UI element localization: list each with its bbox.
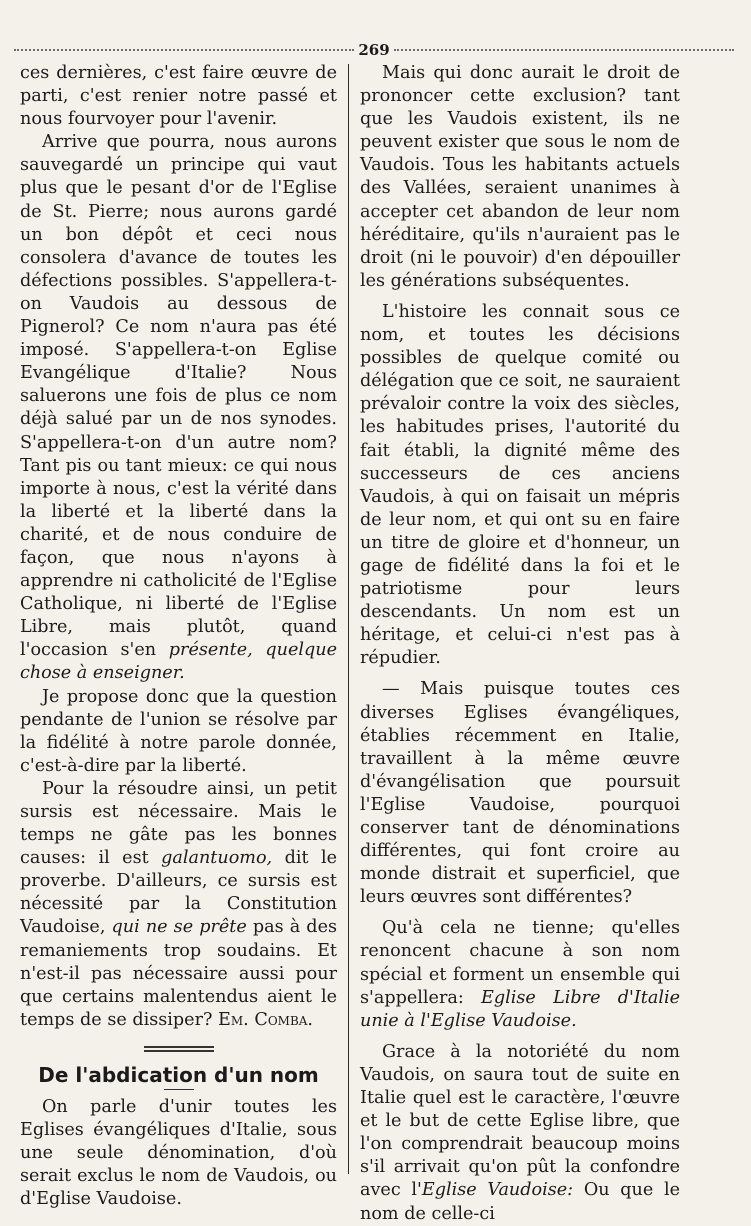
paragraph: ces dernières, c'est faire œuvre de parti, c'est renier notre passé et nous fourvoyer pour l'avenir. [20, 63, 337, 130]
paragraph: — Mais puisque toutes ces diverses Eglises évangéliques, établies récemment en Italie, travaillent à la même œuvre d'évangélisation que poursuit l'Eglise Vaudoise, pourquoi conserver tant de dénominations différentes, qui font croire au monde distrait et superficiel, que leurs œuvres sont différentes? [360, 679, 680, 908]
paragraph: L'histoire les connait sous ce nom, et toutes les décisions possibles de quelque comité ou délégation que ce soit, ne sauraient prévaloir contre la voix des siècles, les habitudes prises, l'autorité du fait établi, la dignité même des successeurs de ces anciens Vaudois, à qui on faisait un mépris de leur nom, et qui ont su en faire un titre de gloire et d'honneur, un gage de fidélité dans la foi et le patriotisme pour leurs descendants. Un nom est un héritage, et celui-ci n'est pas à répudier. [360, 301, 680, 669]
header-dotted-rule-right [394, 49, 734, 51]
paragraph: On parle d'unir toutes les Eglises évangéliques d'Italie, sous une seule dénomination, d'où serait exclus le nom de Vaudois, ou d'Eglise Vaudoise. [20, 1097, 337, 1210]
italic-text: présente, quelque chose à enseigner. [20, 640, 337, 684]
paragraph: Arrive que pourra, nous aurons sauvegardé un principe qui vaut plus que le pesant d'or de l'Eglise de St. Pierre; nous aurons gardé un bon dépôt et ceci nous consolera d'avance de toutes les défections possibles. S'appellera-t-on Vaudois au dessous de Pignerol? Ce nom n'aura pas été imposé. S'appellera-t-on Eglise Evangélique d'Italie? Nous saluerons une fois de plus ce nom déjà salué par un de nos synodes. S'appellera-t-on d'un autre nom? Tant pis ou tant mieux: ce qui nous importe à nous, c'est la vérité dans la liberté et la liberté dans la charité, et de nous conduire de façon, que nous n'ayons à apprendre ni catholicité de l'Eglise Catholique, ni liberté de l'Eglise Libre, mais plutôt, quand l'occasion s'en présente, quelque chose à enseigner. [20, 132, 337, 684]
italic-text: Eglise Vaudoise: [421, 1180, 574, 1201]
page-header [14, 40, 734, 60]
italic-text: Eglise Libre d'Italie unie à l'Eglise Vaudoise. [360, 987, 681, 1031]
paragraph: Qu'à cela ne tienne; qu'elles renoncent chacune à son nom spécial et forment un ensemble qui s'appellera: Eglise Libre d'Italie unie à l'Eglise Vaudoise. [360, 918, 681, 1031]
signature: Em. Comba. [218, 1009, 314, 1030]
paragraph: Je propose donc que la question pendante de l'union se résolve par la fidélité à notre parole donnée, c'est-à-dire par la liberté. [20, 686, 337, 776]
header-dotted-rule-left [14, 49, 354, 51]
article-title: De l'abdication d'un nom [38, 1062, 319, 1087]
section-separator [144, 1046, 214, 1052]
column-divider [348, 64, 349, 1174]
paragraph: Grace à la notoriété du nom Vaudois, on saura tout de suite en Italie quel est le caractère, l'œuvre et le but de cette Eglise libre, que l'on comprendrait beaucoup moins s'il arrivait qu'on pût la confondre avec l'Eglise Vaudoise: Ou que le nom de celle-ci [360, 1041, 681, 1224]
right-column [360, 62, 680, 1226]
title-underline [164, 1089, 194, 1090]
paragraph: Mais qui donc aurait le droit de prononcer cette exclusion? tant que les Vaudois existent, ils ne peuvent exister que sous le nom de Vaudois. Tous les habitants actuels des Vallées, seraient unanimes à accepter cet abandon de leur nom héréditaire, qu'ils n'auraient pas le droit (ni le pouvoir) d'en dépouiller les générations subséquentes. [360, 63, 680, 291]
italic-text: galantuomo, [161, 848, 273, 869]
left-column [20, 62, 337, 1212]
paragraph: Pour la résoudre ainsi, un petit sursis est nécessaire. Mais le temps ne gâte pas les bonnes causes: il est galantuomo, dit le proverbe. D'ailleurs, ce sursis est nécessité par la Constitution Vaudoise, qui ne se prête pas à des remaniements trop soudains. Et n'est-il pas nécessaire aussi pour que certains malentendus aient le temps de se dissiper? Em. Comba. [20, 778, 338, 1030]
page-number: 269 [358, 41, 390, 59]
italic-text: qui ne se prête [111, 917, 247, 938]
